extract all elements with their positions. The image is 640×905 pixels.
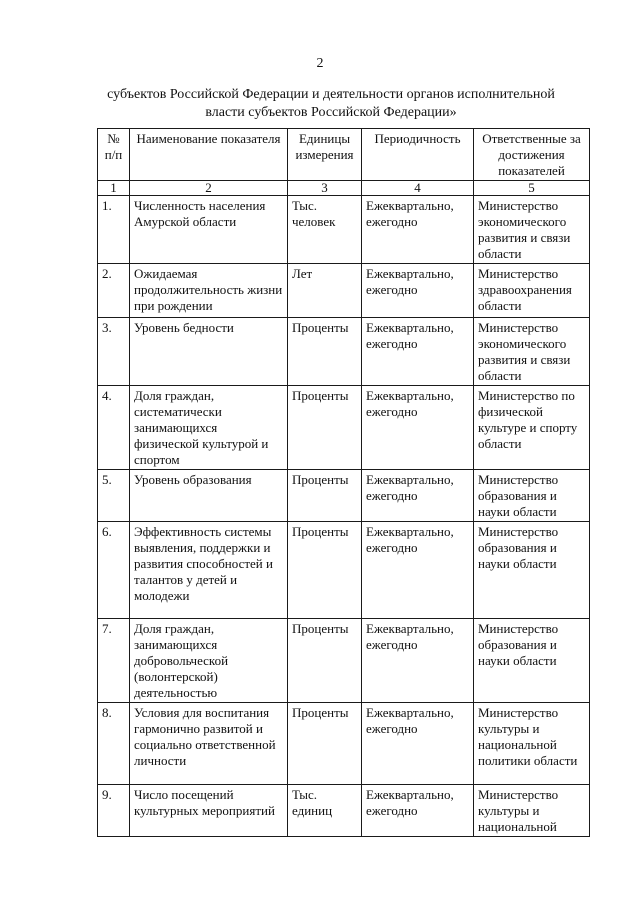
table-row bbox=[98, 785, 590, 837]
indicator-unit: Тыс. единиц bbox=[288, 785, 362, 837]
indicator-period: Ежеквартально, ежегодно bbox=[362, 703, 474, 785]
indicator-period: Ежеквартально, ежегодно bbox=[362, 386, 474, 470]
header-responsible: Ответственные за достижения показателей bbox=[474, 129, 590, 181]
table-body bbox=[98, 196, 590, 837]
indicator-period: Ежеквартально, ежегодно bbox=[362, 785, 474, 837]
row-number: 3. bbox=[98, 318, 130, 386]
header-period: Периодичность bbox=[362, 129, 474, 181]
row-number: 9. bbox=[98, 785, 130, 837]
header-num: № п/п bbox=[98, 129, 130, 181]
indicator-period: Ежеквартально, ежегодно bbox=[362, 196, 474, 264]
table-row bbox=[98, 619, 590, 703]
indicator-name: Ожидаемая продолжительность жизни при рождении bbox=[130, 264, 288, 318]
heading-line-1: субъектов Российской Федерации и деятельности органов исполнительной bbox=[107, 87, 555, 102]
column-number: 2 bbox=[130, 181, 288, 196]
row-number: 4. bbox=[98, 386, 130, 470]
header-name: Наименование показателя bbox=[130, 129, 288, 181]
indicator-responsible: Министерство культуры и национальной bbox=[474, 785, 590, 837]
indicators-table bbox=[97, 128, 590, 837]
header-row bbox=[98, 129, 590, 181]
indicator-name: Уровень бедности bbox=[130, 318, 288, 386]
row-number: 6. bbox=[98, 522, 130, 619]
indicator-period: Ежеквартально, ежегодно bbox=[362, 264, 474, 318]
indicator-period: Ежеквартально, ежегодно bbox=[362, 522, 474, 619]
row-number: 8. bbox=[98, 703, 130, 785]
indicator-responsible: Министерство по физической культуре и спорту области bbox=[474, 386, 590, 470]
indicator-period: Ежеквартально, ежегодно bbox=[362, 470, 474, 522]
row-number: 2. bbox=[98, 264, 130, 318]
indicator-unit: Тыс. человек bbox=[288, 196, 362, 264]
header-unit: Единицы измерения bbox=[288, 129, 362, 181]
column-numbers-row bbox=[98, 181, 590, 196]
indicator-unit: Проценты bbox=[288, 318, 362, 386]
indicator-period: Ежеквартально, ежегодно bbox=[362, 318, 474, 386]
indicator-responsible: Министерство здравоохранения области bbox=[474, 264, 590, 318]
column-number: 4 bbox=[362, 181, 474, 196]
indicator-name: Численность населения Амурской области bbox=[130, 196, 288, 264]
indicator-responsible: Министерство экономического развития и связи области bbox=[474, 318, 590, 386]
indicator-responsible: Министерство экономического развития и связи области bbox=[474, 196, 590, 264]
indicator-name: Число посещений культурных мероприятий bbox=[130, 785, 288, 837]
indicator-unit: Проценты bbox=[288, 619, 362, 703]
table-row bbox=[98, 196, 590, 264]
indicator-unit: Проценты bbox=[288, 703, 362, 785]
indicator-unit: Проценты bbox=[288, 470, 362, 522]
row-number: 1. bbox=[98, 196, 130, 264]
row-number: 7. bbox=[98, 619, 130, 703]
heading-line-2: власти субъектов Российской Федерации» bbox=[205, 105, 457, 120]
table-row bbox=[98, 264, 590, 318]
document-heading bbox=[96, 86, 566, 122]
table-row bbox=[98, 703, 590, 785]
row-number: 5. bbox=[98, 470, 130, 522]
indicator-name: Уровень образования bbox=[130, 470, 288, 522]
indicator-name: Эффективность системы выявления, поддержки и развития способностей и талантов у детей и молодежи bbox=[130, 522, 288, 619]
indicator-period: Ежеквартально, ежегодно bbox=[362, 619, 474, 703]
table-header bbox=[98, 129, 590, 196]
indicator-responsible: Министерство образования и науки области bbox=[474, 619, 590, 703]
indicator-name: Условия для воспитания гармонично развитой и социально ответственной личности bbox=[130, 703, 288, 785]
table-row bbox=[98, 386, 590, 470]
indicator-name: Доля граждан, занимающихся добровольческой (волонтерской) деятельностью bbox=[130, 619, 288, 703]
table-row bbox=[98, 522, 590, 619]
indicator-unit: Проценты bbox=[288, 522, 362, 619]
indicator-name: Доля граждан, систематически занимающихся физической культурой и спортом bbox=[130, 386, 288, 470]
table-row bbox=[98, 318, 590, 386]
indicator-unit: Проценты bbox=[288, 386, 362, 470]
indicator-responsible: Министерство культуры и национальной политики области bbox=[474, 703, 590, 785]
column-number: 1 bbox=[98, 181, 130, 196]
table-row bbox=[98, 470, 590, 522]
indicator-unit: Лет bbox=[288, 264, 362, 318]
indicator-responsible: Министерство образования и науки области bbox=[474, 522, 590, 619]
column-number: 5 bbox=[474, 181, 590, 196]
indicator-responsible: Министерство образования и науки области bbox=[474, 470, 590, 522]
page-number: 2 bbox=[316, 56, 324, 71]
column-number: 3 bbox=[288, 181, 362, 196]
